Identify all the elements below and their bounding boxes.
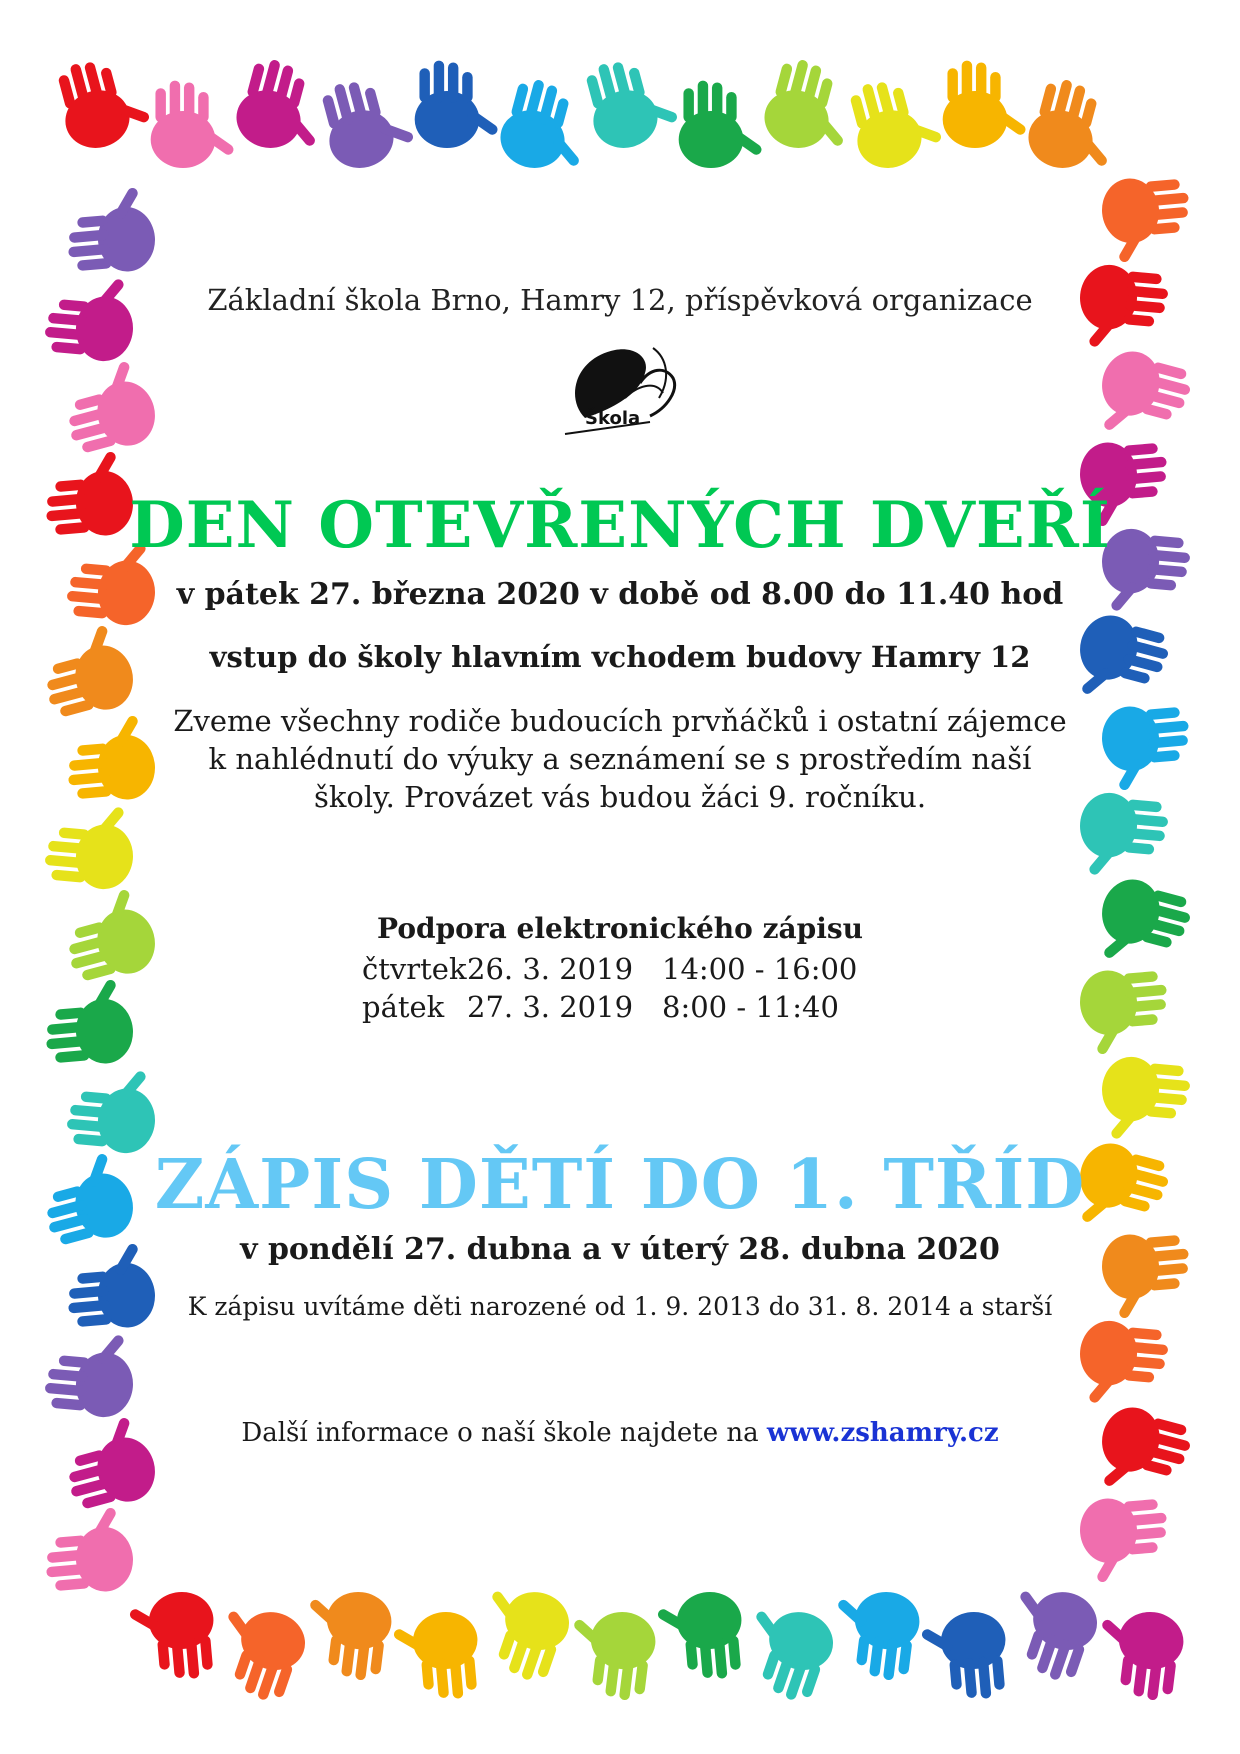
handprint: [758, 54, 863, 160]
handprint: [732, 1597, 841, 1707]
open-day-date: v pátek 27. března 2020 v době od 8.00 do 11.40 hod: [176, 577, 1064, 612]
enrollment-date: v pondělí 27. dubna a v úterý 28. dubna 2020: [240, 1232, 1000, 1267]
handprint: [494, 74, 599, 180]
enrollment-children: K zápisu uvítáme děti narozené od 1. 9. 2013 do 31. 8. 2014 a starší: [187, 1292, 1053, 1321]
invite-text: [0, 702, 1240, 816]
enrollment-title: ZÁPIS DĚTÍ DO 1. TŘÍD: [154, 1145, 1086, 1225]
support-title: Podpora elektronického zápisu: [377, 912, 863, 945]
handprint: [996, 1577, 1105, 1687]
schedule-row: [362, 988, 857, 1026]
website-link[interactable]: www.zshamry.cz: [766, 1418, 999, 1448]
handprint: [1092, 1606, 1187, 1703]
handprint: [564, 1606, 659, 1703]
schedule-day: čtvrtek: [362, 952, 467, 986]
handprint: [41, 1504, 135, 1596]
schedule-row: [362, 950, 857, 988]
handprint: [579, 49, 684, 155]
handprint: [204, 1597, 313, 1707]
schedule-time: 8:00 - 11:40: [662, 990, 839, 1024]
handprint: [51, 49, 156, 155]
schedule-date: 27. 3. 2019: [467, 990, 634, 1024]
schedule-day: pátek: [362, 990, 445, 1024]
handprint: [65, 1063, 159, 1155]
handprint: [415, 61, 500, 148]
handprint: [151, 81, 236, 168]
handprint: [843, 69, 948, 175]
schedule-time: 14:00 - 16:00: [662, 952, 858, 986]
handprint: [300, 1586, 395, 1683]
school-name: Základní škola Brno, Hamry 12, příspěvková organizace: [207, 283, 1033, 317]
logo-text: Škola: [585, 408, 641, 429]
handprint: [1077, 1494, 1171, 1586]
handprint: [43, 1327, 137, 1419]
handprint: [918, 1609, 1010, 1703]
school-logo: [555, 338, 695, 438]
schedule-date: 26. 3. 2019: [467, 952, 634, 986]
handprint: [1076, 1319, 1170, 1411]
more-info: [0, 1418, 1240, 1448]
handprint: [943, 61, 1028, 148]
invite-line: Zveme všechny rodiče budoucích prvňáčků i ostatní zájemce: [173, 704, 1067, 738]
handprint: [1099, 174, 1193, 266]
handprint: [1090, 345, 1196, 450]
handprint: [679, 81, 764, 168]
handprint: [230, 54, 335, 160]
handprint: [41, 976, 135, 1068]
handprint: [126, 1589, 218, 1683]
handprint: [1022, 74, 1127, 180]
handprint: [1090, 1401, 1196, 1506]
handprint: [390, 1609, 482, 1703]
handprint: [1098, 1055, 1192, 1147]
invite-line: k nahlédnutí do výuky a seznámení se s prostředím naší: [208, 742, 1032, 776]
handprint: [468, 1577, 577, 1687]
handprint: [828, 1586, 923, 1683]
open-day-title: DEN OTEVŘENÝCH DVEŘÍ: [129, 488, 1111, 563]
handprint: [63, 184, 157, 276]
handprint: [1077, 966, 1171, 1058]
handprint: [315, 69, 420, 175]
more-info-text: Další informace o naší škole najdete na: [241, 1418, 759, 1448]
invite-line: školy. Provázet vás budou žáci 9. ročníku.: [313, 780, 927, 814]
support-schedule: [362, 950, 857, 1026]
open-day-entry: vstup do školy hlavním vchodem budovy Hamry 12: [209, 640, 1031, 674]
handprint: [654, 1589, 746, 1683]
handprint: [56, 355, 162, 460]
